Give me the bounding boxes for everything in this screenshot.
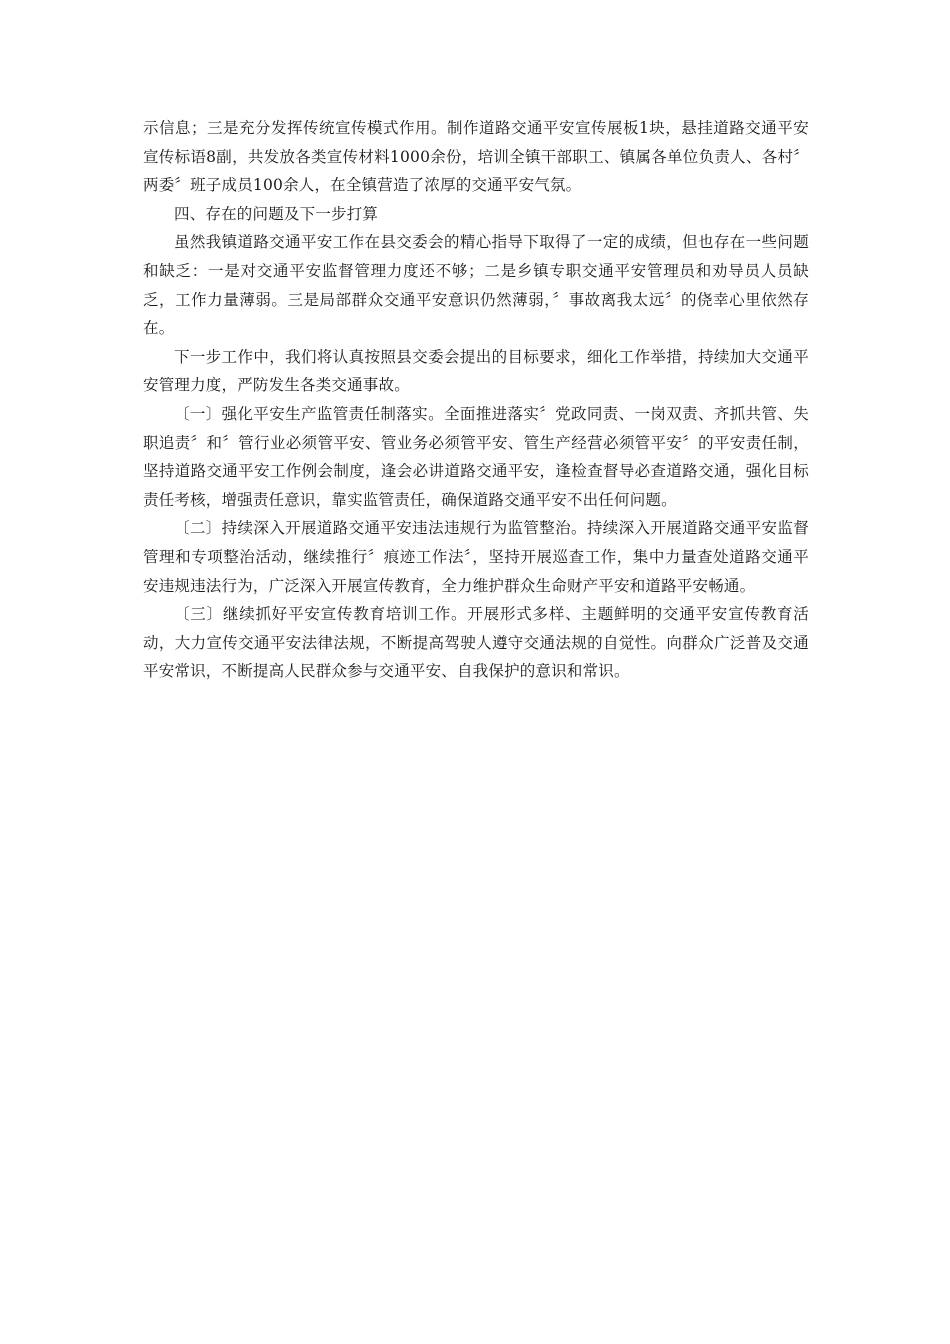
paragraph-publicity-continued: 示信息；三是充分发挥传统宣传模式作用。制作道路交通平安宣传展板1块，悬挂道路交通平安宣传标语8副，共发放各类宣传材料1000余份，培训全镇干部职工、镇属各单位负责人、各村〞两委〞班子成员100余人，在全镇营造了浓厚的交通平安气氛。 <box>143 119 809 195</box>
paragraph-next-steps: 下一步工作中，我们将认真按照县交委会提出的目标要求，细化工作举措，持续加大交通平安管理力度，严防发生各类交通事故。 <box>143 347 809 395</box>
document-body <box>143 114 809 686</box>
paragraph-existing-problems: 虽然我镇道路交通平安工作在县交委会的精心指导下取得了一定的成绩，但也存在一些问题和缺乏：一是对交通平安监督管理力度还不够；二是乡镇专职交通平安管理员和劝导员人员缺乏，工作力量薄弱。三是局部群众交通平安意识仍然薄弱，〞事故离我太远〞的侥幸心里依然存在。 <box>143 233 809 338</box>
paragraph-item-1-responsibility: 〔一〕强化平安生产监管责任制落实。全面推进落实〞党政同责、一岗双责、齐抓共管、失职追责〞和〞管行业必须管平安、管业务必须管平安、管生产经营必须管平安〞的平安责任制，坚持道路交通平安工作例会制度，逢会必讲道路交通平安，逢检查督导必查道路交通，强化目标责任考核，增强责任意识，靠实监管责任，确保道路交通平安不出任何问题。 <box>143 404 809 509</box>
section-heading-problems-and-plans: 四、存在的问题及下一步打算 <box>174 204 379 223</box>
paragraph-item-3-education: 〔三〕继续抓好平安宣传教育培训工作。开展形式多样、主题鲜明的交通平安宣传教育活动，大力宣传交通平安法律法规，不断提高驾驶人遵守交通法规的自觉性。向群众广泛普及交通平安常识，不断提高人民群众参与交通平安、自我保护的意识和常识。 <box>143 605 809 681</box>
paragraph-item-2-rectification: 〔二〕持续深入开展道路交通平安违法违规行为监管整治。持续深入开展道路交通平安监督管理和专项整治活动，继续推行〞痕迹工作法〞，坚持开展巡查工作，集中力量查处道路交通平安违规违法行为，广泛深入开展宣传教育，全力维护群众生命财产平安和道路平安畅通。 <box>143 519 809 595</box>
